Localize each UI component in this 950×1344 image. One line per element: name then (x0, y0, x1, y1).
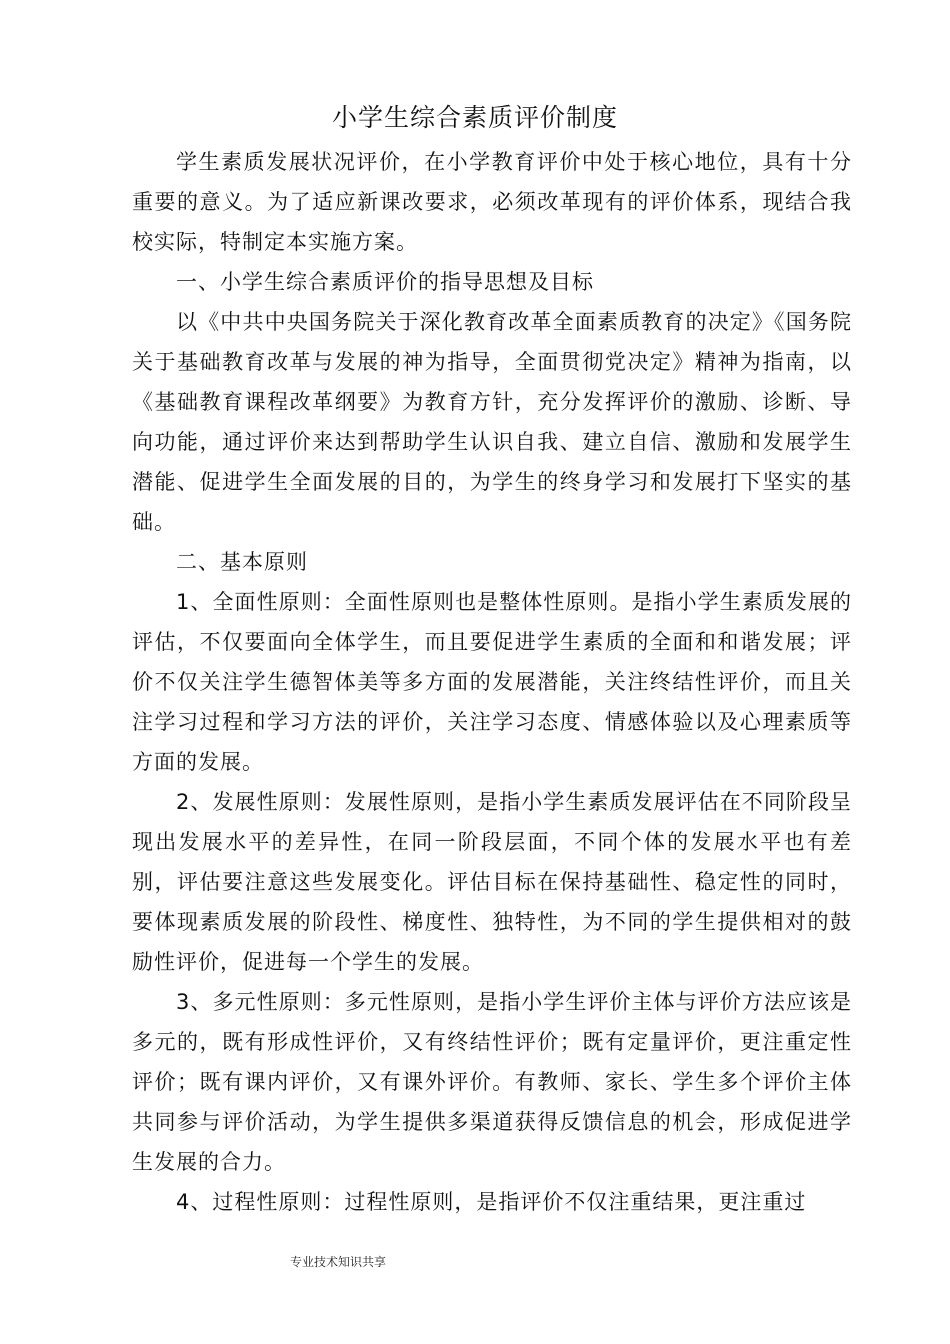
guiding-thought-paragraph: 以《中共中央国务院关于深化教育改革全面素质教育的决定》《国务院关于基础教育改革与发展的神为指导，全面贯彻党决定》精神为指南，以《基础教育课程改革纲要》为教育方针，充分发挥评价的激励、诊断、导向功能，通过评价来达到帮助学生认识自我、建立自信、激励和发展学生潜能、促进学生全面发展的目的，为学生的终身学习和发展打下坚实的基础。 (132, 310, 852, 534)
page-footer: 专业技术知识共享 (290, 1255, 387, 1269)
document-body (132, 142, 852, 1222)
document-title: 小学生综合素质评价制度 (331, 103, 618, 132)
principle-2-paragraph: 2、发展性原则：发展性原则，是指小学生素质发展评估在不同阶段呈现出发展水平的差异性，在同一阶段层面，不同个体的发展水平也有差别，评估要注意这些发展变化。评估目标在保持基础性、稳定性的同时，要体现素质发展的阶段性、梯度性、独特性，为不同的学生提供相对的鼓励性评价，促进每一个学生的发展。 (132, 790, 852, 974)
section-heading-1: 一、小学生综合素质评价的指导思想及目标 (176, 270, 594, 294)
section-heading-2: 二、基本原则 (176, 550, 308, 574)
principle-1-paragraph: 1、全面性原则：全面性原则也是整体性原则。是指小学生素质发展的评估，不仅要面向全体学生，而且要促进学生素质的全面和和谐发展；评价不仅关注学生德智体美等多方面的发展潜能，关注终结性评价，而且关注学习过程和学习方法的评价，关注学习态度、情感体验以及心理素质等方面的发展。 (132, 590, 852, 774)
intro-paragraph: 学生素质发展状况评价，在小学教育评价中处于核心地位，具有十分重要的意义。为了适应新课改要求，必须改革现有的评价体系，现结合我校实际，特制定本实施方案。 (132, 150, 852, 254)
principle-3-paragraph: 3、多元性原则：多元性原则，是指小学生评价主体与评价方法应该是多元的，既有形成性评价，又有终结性评价；既有定量评价，更注重定性评价；既有课内评价，又有课外评价。有教师、家长、学生多个评价主体共同参与评价活动，为学生提供多渠道获得反馈信息的机会，形成促进学生发展的合力。 (132, 990, 852, 1174)
principle-4-paragraph: 4、过程性原则：过程性原则，是指评价不仅注重结果，更注重过 (176, 1190, 807, 1214)
